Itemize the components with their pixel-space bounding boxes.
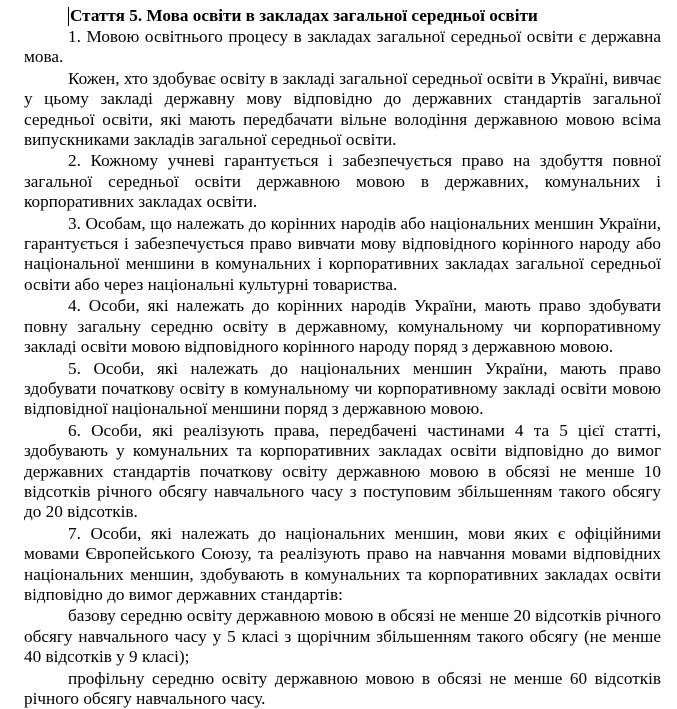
paragraph-6: 6. Особи, які реалізують права, передбачені частинами 4 та 5 цієї статті, здобувають у комунальних та корпоративних закладах освіти відповідно до вимог державних стандартів початкову освіту державною мовою в обсязі не менше 10 відсотків річного обсягу навчального часу з поступовим збільшенням такого обсягу до 20 відсотків. [24, 420, 661, 522]
text-cursor [68, 7, 69, 26]
paragraph-3: 3. Особам, що належать до корінних народів або національних меншин України, гарантується і забезпечується право вивчати мову відповідного корінного народу або національної меншини в комунальних і корпоративних закладах загальної середньої освіти або через національні культурні товариства. [24, 213, 661, 294]
paragraph-4: 4. Особи, які належать до корінних народів України, мають право здобувати повну загальну середню освіту в державному, комунальному чи корпоративному закладі освіти мовою відповідного корінного народу поряд з державною мовою. [24, 296, 661, 357]
paragraph-2: 2. Кожному учневі гарантується і забезпечується право на здобуття повної загальної середньої освіти державною мовою в державних, комунальних і корпоративних закладах освіти. [24, 151, 661, 212]
paragraph-7: 7. Особи, які належать до національних меншин, мови яких є офіційними мовами Європейського Союзу, та реалізують право на навчання мовами відповідних національних меншин, здобувають в комунальних та корпоративних закладах освіти відповідно до вимог державних стандартів: [24, 523, 661, 604]
article-title-text: Стаття 5. Мова освіти в закладах загальної середньої освіти [70, 6, 538, 25]
article-title [24, 6, 661, 26]
paragraph-7-profile: профільну середню освіту державною мовою в обсязі не менше 60 відсотків річного обсягу навчального часу. [24, 668, 661, 708]
paragraph-1-2: Кожен, хто здобуває освіту в закладі загальної середньої освіти в Україні, вивчає у цьому закладі державну мову відповідно до державних стандартів загальної середньої освіти, які мають передбачати вільне володіння державною мовою всіма випускниками закладів загальної середньої освіти. [24, 68, 661, 150]
paragraph-7-basic: базову середню освіту державною мовою в обсязі не менше 20 відсотків річного обсягу навчального часу у 5 класі з щорічним збільшенням такого обсягу (не менше 40 відсотків у 9 класі); [24, 606, 661, 667]
paragraph-5: 5. Особи, які належать до національних меншин України, мають право здобувати початкову освіту в комунальному чи корпоративному закладі освіти мовою відповідної національної меншини поряд з державною мовою. [24, 358, 661, 419]
paragraph-1-1: 1. Мовою освітнього процесу в закладах загальної середньої освіти є державна мова. [24, 27, 661, 67]
